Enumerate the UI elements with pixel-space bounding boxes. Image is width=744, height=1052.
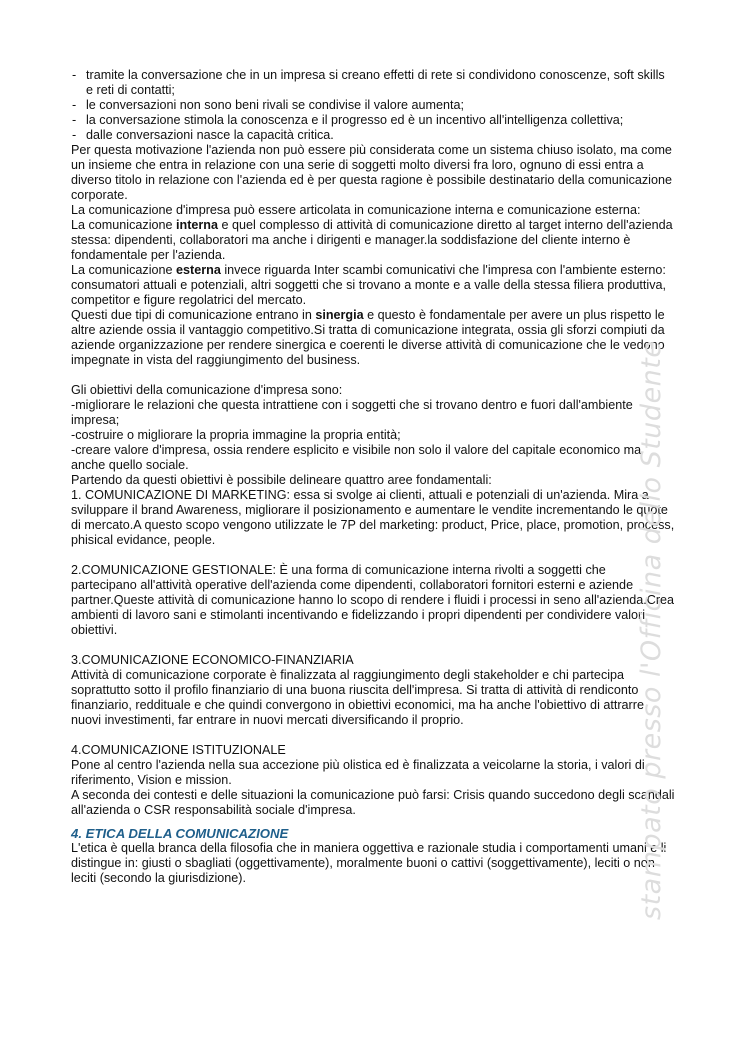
bold-term: sinergia [315, 308, 364, 322]
area-istituzionale: Pone al centro l'azienda nella sua accezione più olistica ed è finalizzata a veicolarne la storia, i valori di riferimento, Vision e mission. [71, 758, 645, 787]
paragraph-comunicazione-interna: La comunicazione interna e quel complesso di attività di comunicazione diretto al target interno dell'azienda stessa: dipendenti, collaboratori ma anche i dirigenti e manager.la soddisfazione del cliente interno è fondamentale per l'azienda. [71, 218, 673, 262]
bold-term: interna [176, 218, 219, 232]
area-gestionale: 2.COMUNICAZIONE GESTIONALE: È una forma di comunicazione interna rivolti a soggetti che partecipano all'attività operative dell'azienda come dipendenti, collaboratori fornitori esterni e aziende partner.Queste attività di comunicazione hanno lo scopo di rendere i fluidi i processi in seno all'azienda.Crea ambienti di lavoro sani e stimolanti incentivando e fidelizzando i propri dipendenti per condividere valori obiettivi. [71, 563, 675, 637]
paragraph-azienda-sistema: Per questa motivazione l'azienda non può essere più considerata come un sistema chiuso isolato, ma come un insieme che entra in relazione con una serie di soggetti molto diversi fra loro, ognuno di essi entra a diverso titolo in relazione con l'azienda ed è per questa ragione è possibile destinatario della comunicazione corporate. [71, 143, 672, 202]
conversation-bullet-list [71, 68, 675, 143]
bullet-item: - dalle conversazioni nasce la capacità critica. [71, 128, 675, 143]
objectives-title: Gli obiettivi della comunicazione d'impresa sono: [71, 383, 343, 397]
paragraph-sinergia: Questi due tipi di comunicazione entrano in sinergia e questo è fondamentale per avere un plus rispetto le altre aziende ossia il vantaggio competitivo.Si tratta di comunicazione integrata, ossia gli sforzi compiuti da aziende organizzazione per rendere sinergica e coerenti le diverse attività di comunicazione che le vedono impegnate in vista del raggiungimento del business. [71, 308, 665, 367]
bullet-item: - le conversazioni non sono beni rivali se condivise il valore aumenta; [71, 98, 675, 113]
bold-term: esterna [176, 263, 221, 277]
area-marketing: 1. COMUNICAZIONE DI MARKETING: essa si svolge ai clienti, attuali e potenziali di un'azienda. Mira a sviluppare il brand Awareness, migliorare il posizionamento e aumentare le vendite incrementando le quote di mercato.A questo scopo vengono utilizzate le 7P del marketing: product, Price, place, promotion, process, phisical evidance, people. [71, 488, 675, 547]
watermark: stampato presso l'Officina dello Studente [636, 340, 667, 920]
paragraph-etica: L'etica è quella branca della filosofia che in maniera oggettiva e razionale studia i comportamenti umani e li distingue in: giusti o sbagliati (oggettivamente), moralmente buoni o cattivi (soggettivamente), leciti o non leciti (secondo la giurisdizione). [71, 841, 667, 885]
paragraph-comunicazione-esterna: La comunicazione esterna invece riguarda Inter scambi comunicativi che l'impresa con l'ambiente esterno: consumatori attuali e potenziali, altri soggetti che si trovano a monte e a valle della stessa filiera produttiva, competitor e figure regolatrici del mercato. [71, 263, 667, 307]
area-istituzionale-title: 4.COMUNICAZIONE ISTITUZIONALE [71, 743, 286, 757]
area-economico-finanziaria: Attività di comunicazione corporate è finalizzata al raggiungimento degli stakeholder e chi partecipa soprattutto sotto il profilo finanziario di una buona riuscita dell'impresa. Si tratta di attività di rendiconto finanziario, reddituale e che quindi convergono in obiettivi economici, ma ha anche l'obiettivo di attrarre nuovi investimenti, far entrare in nuovi mercati diversificando il proprio. [71, 668, 644, 727]
area-economico-finanziaria-title: 3.COMUNICAZIONE ECONOMICO-FINANZIARIA [71, 653, 354, 667]
paragraph-crisis-csr: A seconda dei contesti e delle situazioni la comunicazione può farsi: Crisis quando succedono degli scandali all'azienda o CSR responsabilità sociale d'impresa. [71, 788, 675, 817]
areas-intro: Partendo da questi obiettivi è possibile delineare quattro aree fondamentali: [71, 473, 492, 487]
objective-item: -migliorare le relazioni che questa intrattiene con i soggetti che si trovano dentro e fuori dall'ambiente impresa; [71, 398, 633, 427]
bullet-item: - tramite la conversazione che in un impresa si creano effetti di rete si condividono conoscenze, soft skills e reti di contatti; [71, 68, 675, 98]
objective-item: -costruire o migliorare la propria immagine la propria entità; [71, 428, 401, 442]
document-page [71, 68, 675, 886]
objective-item: -creare valore d'impresa, ossia rendere esplicito e visibile non solo il valore del capitale economico ma anche quello sociale. [71, 443, 642, 472]
paragraph-articolazione: La comunicazione d'impresa può essere articolata in comunicazione interna e comunicazione esterna: [71, 203, 641, 217]
section-heading: 4. ETICA DELLA COMUNICAZIONE [71, 826, 289, 841]
bullet-item: - la conversazione stimola la conoscenza e il progresso ed è un incentivo all'intelligenza collettiva; [71, 113, 675, 128]
